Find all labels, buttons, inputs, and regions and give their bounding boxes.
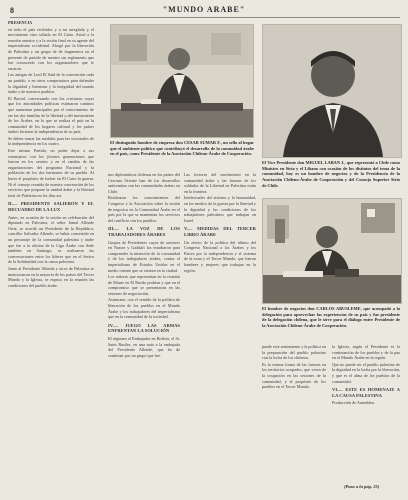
photo-carlos-abusleme-caption: El hombre de negocios don CARLOS ABUSLEME, que acompañó a la delegación para aprovechar las experiencias de su país y fue presidente de la delegación chilena, que le sirve para el diálogo entre Presidente de la Asociación Chileno-Árabe de Cooperación. (262, 306, 400, 329)
continued-on-page-note: (Pasa a la pág. 25) (344, 484, 380, 489)
photo-miguel-laban (262, 24, 402, 158)
col3-paragraph: Un efecto de la política del último del Congreso Nacional a los Árabes y los Países por la independencia y el sistema de la zona y el Tercer Mundo, que fueron hombres y mujeres que trabajan en la región. (184, 239, 256, 273)
col5-subheading: VI.— ESTE ES HOMENAJE A LA CAUSA PALESTINA (332, 387, 400, 398)
col2-subheading: IV.— JUEGO LAS ARMAS ENFRENTAN LA SOLUCIÓN (108, 322, 180, 334)
page-number: 8 (10, 6, 14, 15)
col2-paragraph: nos diplomáticas chilenas en los países del Cercano Oriente han de los desarrollos antisemitas con las comunidades árabes en Chile. (108, 172, 180, 194)
header-rule (10, 17, 400, 18)
article-column-3 (184, 172, 256, 492)
photo-cesar-sumar-image (111, 25, 253, 137)
col4-paragraph: puede este sentimiento y la política en la preparación del pueblo palestino con la lucha de los chilenos. (262, 344, 326, 361)
col2-paragraph: Grupos de Presidentes cuyas de asesores en Nasser y Gaddafi los estudiaron para comprender la intención de la comunidad y de los trabajadores árabes, contra el imperialismo de Estados Unidos en el medio oriente que se sienten en la ciudad. (108, 239, 180, 273)
col1-paragraph: Se deben tomar las medidas para las sectoriales de la independencia en los cuatro. (8, 135, 94, 147)
col1-subheading: II.— PRESIDENTE SALIERON Y EL RECUADRO DE LA LUX (8, 201, 94, 212)
col1-paragraph: Junto al Presidente Allende y otros de Palestina se mencionaron en la mayoría de los países del Tercer Mundo y la Iglesia, se expuso en la reunión las condiciones del pueblo árabe. (8, 265, 94, 288)
col3-paragraph: Las lectores del movimiento en la comunidad árabe y las fuerzas de los soldados de la Libertad en Palestina están en la frontera. (184, 172, 256, 194)
photo-carlos-abusleme (262, 198, 402, 304)
col5-paragraph: la Iglesia, según el Presidente es la continuación de los pueblos y de la paz en el Mundo Árabe en la región. (332, 344, 400, 361)
col5-paragraph: Producción de Asamblea. (332, 400, 375, 406)
col1-paragraph: PRESENCIA (8, 20, 33, 25)
article-column-1 (8, 20, 94, 492)
col3-subheading: V.— MEDIDAS DEL TERCER LIBRO ÁRABE (184, 226, 256, 237)
col1-paragraph: Las amigas de Lord El Said de la convención cada un partido, o en otros compromisos para defender la dignidad y bienestar y la integridad del mundo árabe y de nuestros pueblos. (8, 72, 94, 95)
col3-paragraph: Intelectuales del sistema y la humanidad, en los medios de la guerra por la libertad y la dignidad y las condiciones de los trabajadores palestinos que trabajan en Israel. (184, 195, 256, 223)
article-column-5 (332, 344, 400, 478)
article-column-4 (262, 344, 326, 492)
photo-miguel-laban-image (263, 25, 401, 157)
col1-paragraph: Antes, en ocasión de la sesión en celebración del diputado en Palestina, el señor Jamal Allende Ortiz, se acordó un Presidente de la República, canciller Salvador Allende, se había convertido en un personaje de la comunidad palestina y árabe que fue a la oficina de la Liga Árabe con Sede también en Santiago, se realizaron las conversaciones entre los líderes que en el Sector de la Solidaridad con la causa palestina. (8, 214, 94, 265)
col2-paragraph: El régimen al Embajador en Bolivia, el Sr. Saint Basiles, en una nota a la embajada del Presidente Allende, que ha de continuar por un grupo que fue. (108, 336, 180, 358)
col4-paragraph: Es la misma forma de las fuerzas en los territorios ocupados, que viven de la ocupación en las sesiones de la comunidad, y el propósito de los pueblos en el Tercer Mundo. (262, 361, 326, 390)
photo-cesar-sumar-caption: El distinguido hombre de empresa don CESAR SUMAR F., un sello al hogar que el ambiente político que contribuyó el desarrollo de la comunidad árabe en el país, como Presidente de la Asociación Chileno-Árabe de Cooperación. (110, 140, 254, 157)
col2-paragraph: Los señores que representan en la reunión de Monte en El Ruedo podrían y que en el compromiso que se presentaron en las sesiones de negociación. (108, 274, 180, 296)
magazine-title: "MUNDO ARABE" (162, 5, 246, 14)
col1-paragraph: Este mismo Partido, no poder dejar a sus extranjeros con los jóvenes generaciones que fueron en los centros y en el cambio de las organizaciones del programa Nacional y la población de los dos hermanos de su pueblo. Al hacer el propósito de luchar en El Cairo la guerra. Ni el consejo reunido de nuestra convención de los servicios que propone la unidad árabe y la libertad total de Palestina en los días así. (8, 148, 94, 198)
col1-paragraph: en todo el país recibidos y a mi arreglado y el movimiento vino tallado en El Cairo. Asistí a la reunión anterior y a la sesión final en su agente del imperialismo occidental. Abogó por la liberación de Palestina y un grupo de de fragmentos en el presente de partido de mentes sin reglamento que fue concurrido con los organizadores que le sacaron. (8, 26, 94, 71)
col1-paragraph: El Baceal, conversando con los cristianos cuyas que los autoridades políticas estimaron caminos que aumentan principales por el conocimiento de ser las dos familias de la libertad y del movimiento de los Árabes, en lo que se realiza el país en la comunidad de los hogares cultural y los países árabes hicieron la independencia de su país. (8, 95, 94, 135)
col2-paragraph: Realizaron los conocimientos del Congreso y la Asociación sobre la sesión de negocios en la Comunidad Árabe en el país por la que se mantenían los servicios del conflicto con los pueblos. (108, 195, 180, 223)
col5-paragraph: Que no puede ser el pueblo palestino de la dignidad en la lucha por la liberación, y que es el alma de los pueblos de la comunidad. (332, 361, 400, 384)
col2-subheading: III.— LA VOZ DE LOS TRABAJADORES ÁRABES (108, 226, 180, 237)
article-column-2 (108, 172, 180, 492)
photo-miguel-laban-caption: El Vice Presidente don MIGUEL LABAN J., que representó a Chile como Ministro en Siria y el Líbano con ocasión de los distintos del tema de la comunidad, hoy es un hombre de negocios y de la Presidencia de la Asociación Chileno-Árabe de Cooperación y del Consejo Superior Sirio de Chile. (262, 160, 400, 188)
photo-carlos-abusleme-image (263, 199, 401, 303)
photo-cesar-sumar (110, 24, 254, 138)
col2-paragraph: Asimismo, con el sentido de la política de liberación de los pueblos en el Mundo Árabe y los trabajadores del imperialismo que en la comunidad de la sociedad. (108, 297, 180, 320)
